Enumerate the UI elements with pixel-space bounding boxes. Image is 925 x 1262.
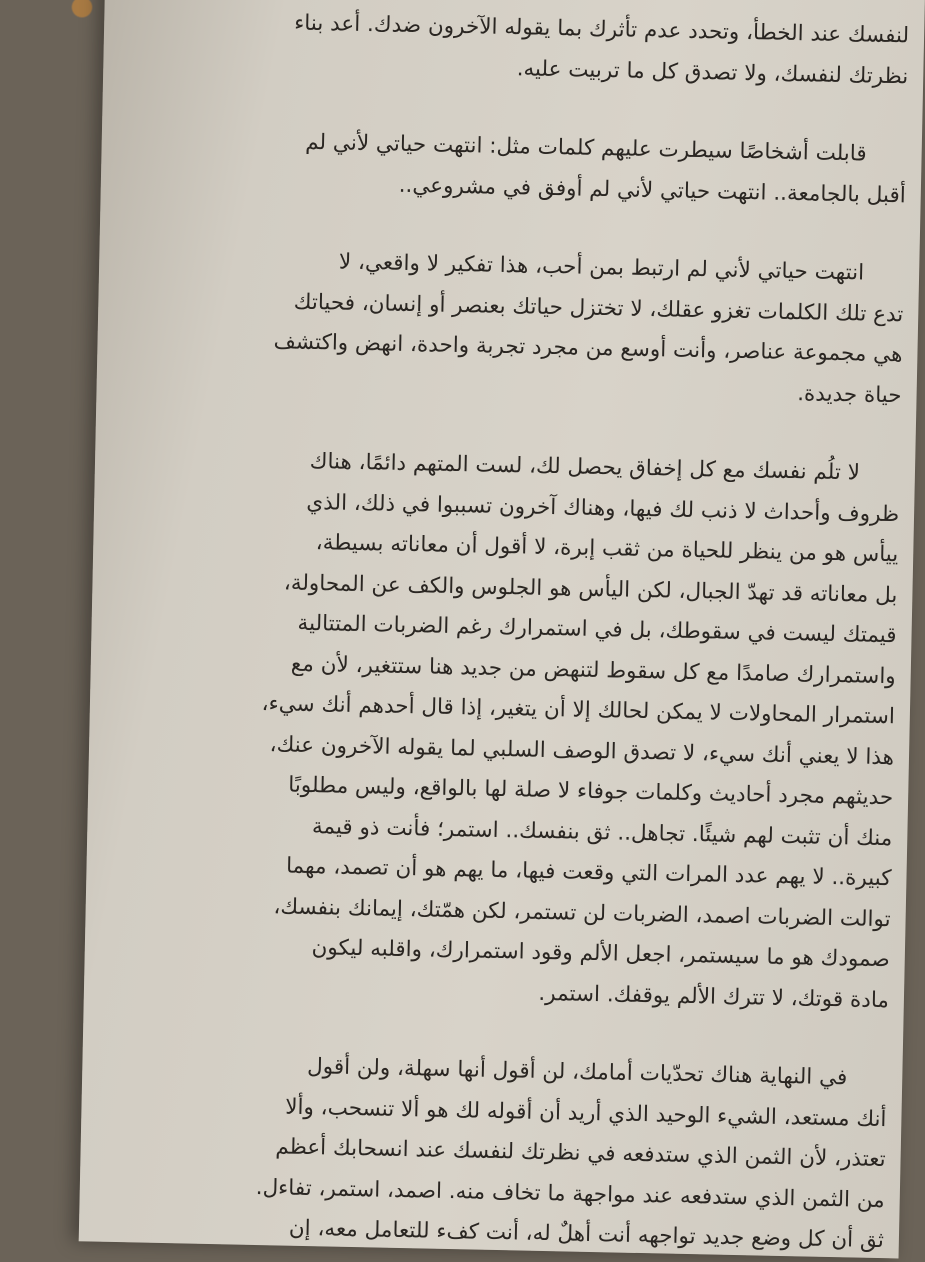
text-line: توالت الضربات اصمد، الضربات لن تستمر، لكن همّتك، إيمانك بنفسك، [273,893,891,932]
book-page [79,0,925,1258]
text-line: أقبل بالجامعة.. انتهت حياتي لأني لم أوفق في مشروعي.. [398,172,907,208]
text-line: تدع تلك الكلمات تغزو عقلك، لا تختزل حياتك بعنصر أو إنسان، فحياتك [293,289,904,327]
paragraph-5 [99,1043,888,1262]
text-line: نظرتك لنفسك، ولا تصدق كل ما تربيت عليه. [516,55,909,89]
text-line: انتهت حياتي لأني لم ارتبط بمن أحب، هذا تفكير لا واقعي، لا [338,249,865,286]
text-line: هي مجموعة عناصر، وأنت أوسع من مجرد تجربة واحدة، انهض واكتشف [273,329,903,368]
text-line: صمودك هو ما سيستمر، اجعل الألم وقود استمرارك، واقلبه ليكون [311,935,891,973]
text-line: كبيرة.. لا يهم عدد المرات التي وقعت فيها، ما يهم هو أن تصمد، مهما [285,853,892,892]
text-line: واستمرارك صامدًا مع كل سقوط لتنهض من جديد هنا ستتغير، لأن مع [290,651,896,689]
page-text [99,0,910,1262]
text-line: تعتذر، لأن الثمن الذي ستدفعه في نظرتك لنفسك عند انسحابك أعظم [275,1134,886,1173]
text-line: من الثمن الذي ستدفعه عند مواجهة ما تخاف منه. اصمد، استمر، تفاءل. [255,1174,885,1213]
text-line: بل معاناته قد تهدّ الجبال، لكن اليأس هو الجلوس والكف عن المحاولة، [283,569,898,608]
text-line: قابلت أشخاصًا سيطرت عليهم كلمات مثل: انتهت حياتي لأني لم [304,129,867,167]
paragraph-4 [104,438,901,1021]
text-line: لا تلُم نفسك مع كل إخفاق يحصل لك، لست المتهم دائمًا، هناك [309,448,861,486]
text-line: ييأس هو من ينظر للحياة من ثقب إبرة، لا أقول أن معاناته بسيطة، [315,530,899,568]
text-line: مادة قوتك، لا تترك الألم يوقفك. استمر. [538,980,890,1013]
book-corner-decoration [60,0,104,18]
text-line: منك أن تثبت لهم شيئًا. تجاهل.. ثق بنفسك.. استمر؛ فأنت ذو قيمة [311,813,893,851]
text-line: ظروف وأحداث لا ذنب لك فيها، وهناك آخرون تسببوا في ذلك، الذي [306,489,900,527]
text-line: أنك مستعد، الشيء الوحيد الذي أريد أن أقوله لك هو ألا تنسحب، وألا [284,1094,887,1132]
text-line: حياة جديدة. [796,380,902,408]
text-line: لنفسك عند الخطأ، وتحدد عدم تأثرك بما يقوله الآخرون ضدك. أعد بناء [293,10,910,49]
text-line: في النهاية هناك تحدّيات أمامك، لن أقول أنها سهلة، ولن أقول [306,1054,848,1091]
text-line: استمرار المحاولات لا يمكن لحالك إلا أن يتغير، إذا قال أحدهم أنك سيء، [261,690,896,730]
text-line: قيمتك ليست في سقوطك، بل في استمرارك رغم الضربات المتتالية [297,610,897,649]
text-line: هذا لا يعني أنك سيء، لا تصدق الوصف السلبي لما يقوله الآخرون عنك، [269,731,895,770]
text-line: ثق أن كل وضع جديد تواجهه أنت أهلٌ له، أنت كفء للتعامل معه، إن [288,1215,885,1254]
text-line: حديثهم مجرد أحاديث وكلمات جوفاء لا صلة لها بالواقع، وليس مطلوبًا [288,772,894,811]
paragraph-3 [116,238,904,416]
